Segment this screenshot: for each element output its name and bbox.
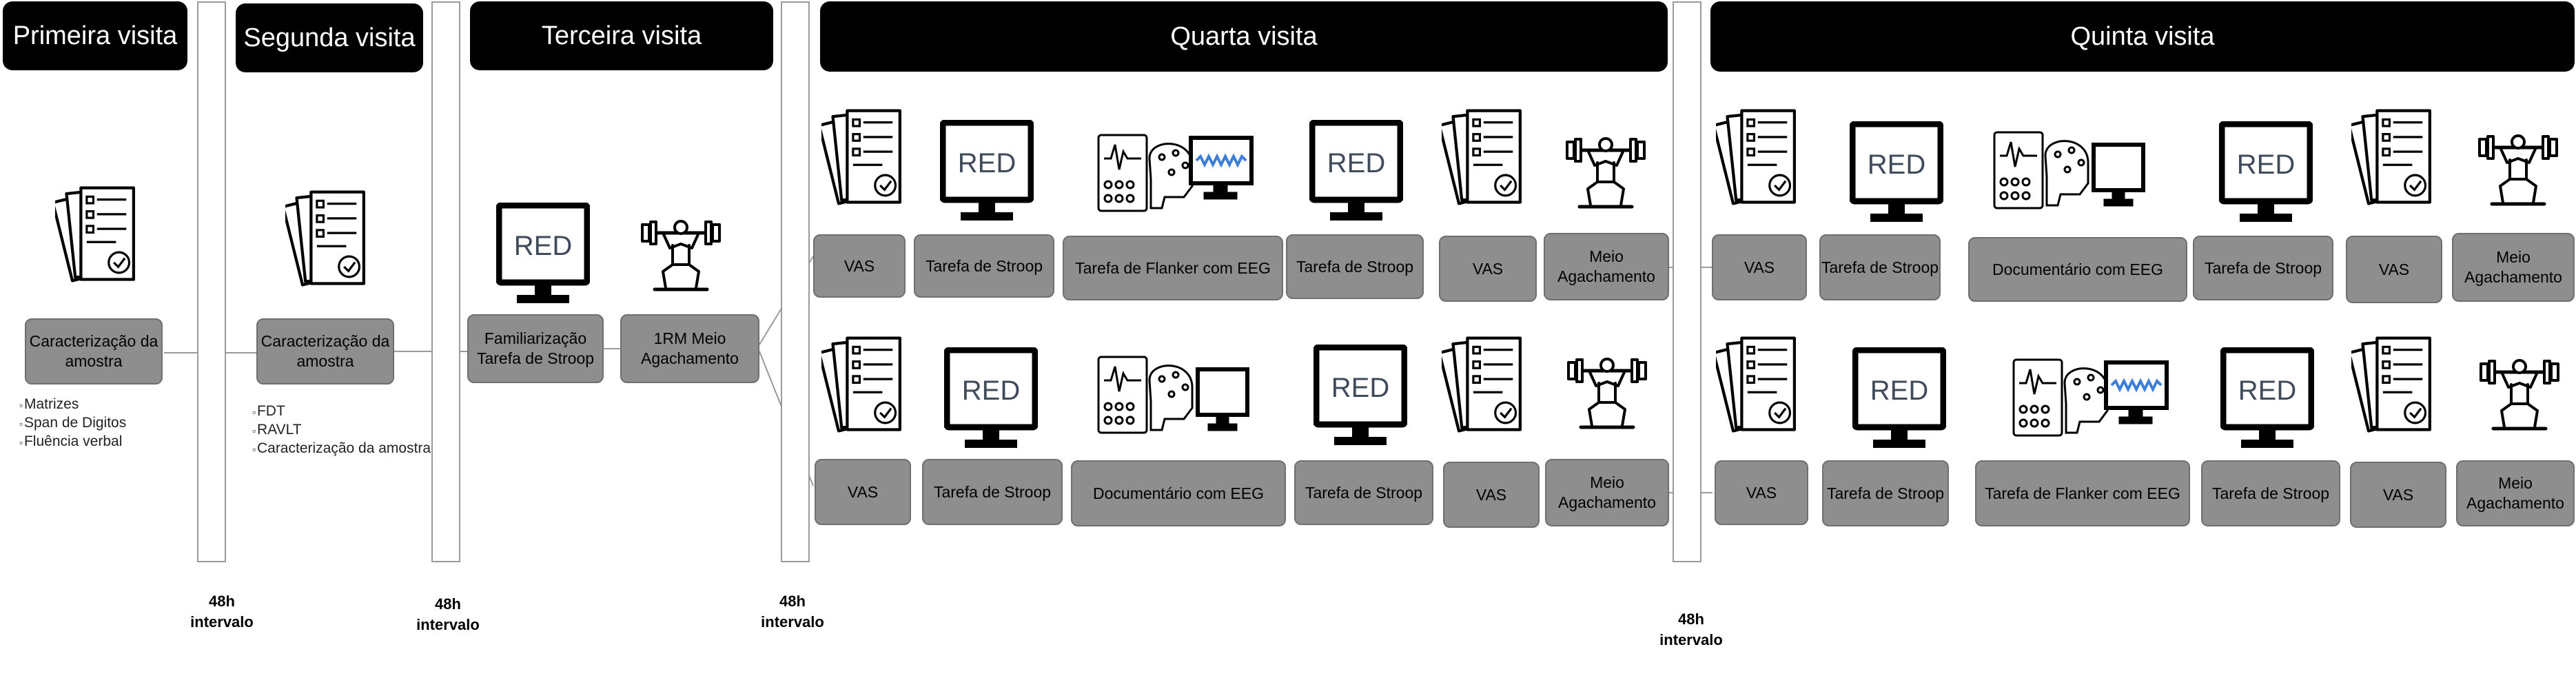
monitor-icon xyxy=(940,120,1034,225)
step-tarefa-stroop: Tarefa de Stroop xyxy=(2201,460,2340,526)
monitor-label: RED xyxy=(1331,373,1390,403)
monitor-icon xyxy=(496,203,590,307)
squat-icon xyxy=(2478,353,2561,435)
step-tarefa-stroop: Tarefa de Stroop xyxy=(1294,460,1433,525)
step-meio-agachamento: Meio Agachamento xyxy=(1545,459,1669,526)
monitor-label: RED xyxy=(1867,150,1926,180)
step-1rm: 1RM Meio Agachamento xyxy=(620,314,759,383)
step-tarefa-stroop: Tarefa de Stroop xyxy=(1822,460,1949,526)
interval-text: intervalo xyxy=(761,613,824,630)
eeg-setup-icon xyxy=(2011,356,2169,445)
monitor-label: RED xyxy=(2236,150,2296,180)
step-meio-agachamento: Meio Agachamento xyxy=(2456,460,2575,526)
squat-icon xyxy=(1566,351,1648,434)
monitor-label: RED xyxy=(2238,376,2297,406)
questionnaire-icon xyxy=(55,181,145,298)
interval-hours: 48h xyxy=(779,593,806,610)
step-tarefa-stroop: Tarefa de Stroop xyxy=(922,459,1063,525)
monitor-label: RED xyxy=(1327,148,1386,178)
squat-icon xyxy=(1564,131,1647,214)
interval-text: intervalo xyxy=(190,613,254,630)
questionnaire-icon xyxy=(2351,331,2441,448)
visit1-items xyxy=(19,396,126,451)
interval-hours: 48h xyxy=(209,593,235,610)
step-flanker-eeg: Tarefa de Flanker com EEG xyxy=(1975,460,2190,526)
monitor-icon xyxy=(2220,347,2314,452)
monitor-label: RED xyxy=(1870,376,1929,406)
interval-label-4 xyxy=(1636,609,1746,650)
monitor-icon xyxy=(1852,347,1946,452)
questionnaire-icon xyxy=(2351,103,2441,221)
interval-hours: 48h xyxy=(1678,611,1704,628)
interval-label-1 xyxy=(167,591,277,633)
list-item: ▫ Span de Digitos xyxy=(19,414,126,433)
step-caracterizacao-v2: Caracterização da amostra xyxy=(256,318,394,384)
list-item: ▫ RAVLT xyxy=(252,421,431,440)
header-quinta-visita: Quinta visita xyxy=(1710,1,2575,72)
interval-hours: 48h xyxy=(435,595,461,613)
header-primeira-visita: Primeira visita xyxy=(3,1,187,70)
step-tarefa-stroop: Tarefa de Stroop xyxy=(2193,236,2333,300)
questionnaire-icon xyxy=(1716,331,1806,448)
eeg-setup-icon xyxy=(1096,353,1254,442)
questionnaire-icon xyxy=(1442,331,1531,448)
step-vas: VAS xyxy=(1439,236,1537,302)
monitor-icon xyxy=(944,347,1038,452)
step-caracterizacao-v1: Caracterização da amostra xyxy=(25,318,163,384)
list-item: ▫ Fluência verbal xyxy=(19,433,126,451)
eeg-setup-icon xyxy=(1096,131,1254,221)
step-vas: VAS xyxy=(815,459,911,525)
step-tarefa-stroop: Tarefa de Stroop xyxy=(914,234,1054,298)
monitor-icon xyxy=(1309,120,1403,225)
step-vas: VAS xyxy=(2346,236,2442,303)
interval-label-3 xyxy=(737,591,848,633)
step-familiarizacao: Familiarização Tarefa de Stroop xyxy=(467,314,604,383)
list-item: ▫ FDT xyxy=(252,402,431,421)
step-flanker-eeg: Tarefa de Flanker com EEG xyxy=(1063,236,1283,300)
interval-bar-4 xyxy=(1673,1,1701,562)
questionnaire-icon xyxy=(1716,103,1806,221)
monitor-icon xyxy=(1850,121,1943,226)
interval-label-2 xyxy=(393,594,503,635)
interval-bar-1 xyxy=(197,1,226,562)
visit2-items xyxy=(252,402,431,458)
step-vas: VAS xyxy=(813,234,906,298)
list-item: ▫ Matrizes xyxy=(19,396,126,414)
monitor-label: RED xyxy=(957,148,1016,178)
monitor-icon xyxy=(2219,121,2313,226)
list-item: ▫ Caracterização da amostra xyxy=(252,440,431,458)
header-terceira-visita: Terceira visita xyxy=(470,1,773,70)
questionnaire-icon xyxy=(821,331,911,448)
step-documentario-eeg: Documentário com EEG xyxy=(1968,237,2187,302)
interval-text: intervalo xyxy=(416,616,480,633)
questionnaire-icon xyxy=(285,185,375,302)
questionnaire-icon xyxy=(1442,103,1531,221)
questionnaire-icon xyxy=(821,103,911,221)
header-quarta-visita: Quarta visita xyxy=(820,1,1668,72)
monitor-icon xyxy=(1313,345,1407,449)
squat-icon xyxy=(640,214,722,296)
step-meio-agachamento: Meio Agachamento xyxy=(1544,233,1669,300)
step-vas: VAS xyxy=(1712,234,1807,300)
eeg-setup-icon xyxy=(1992,128,2150,218)
step-meio-agachamento: Meio Agachamento xyxy=(2452,233,2575,302)
step-tarefa-stroop: Tarefa de Stroop xyxy=(1819,234,1941,300)
monitor-label: RED xyxy=(961,376,1021,406)
monitor-label: RED xyxy=(513,231,573,261)
interval-text: intervalo xyxy=(1659,631,1723,648)
header-segunda-visita: Segunda visita xyxy=(236,3,423,72)
interval-bar-2 xyxy=(431,1,460,562)
step-vas: VAS xyxy=(1715,460,1808,525)
interval-bar-3 xyxy=(781,1,810,562)
step-vas: VAS xyxy=(2350,462,2446,528)
step-tarefa-stroop: Tarefa de Stroop xyxy=(1286,234,1424,299)
step-documentario-eeg: Documentário com EEG xyxy=(1071,460,1286,526)
squat-icon xyxy=(2477,128,2559,211)
step-vas: VAS xyxy=(1443,462,1540,528)
